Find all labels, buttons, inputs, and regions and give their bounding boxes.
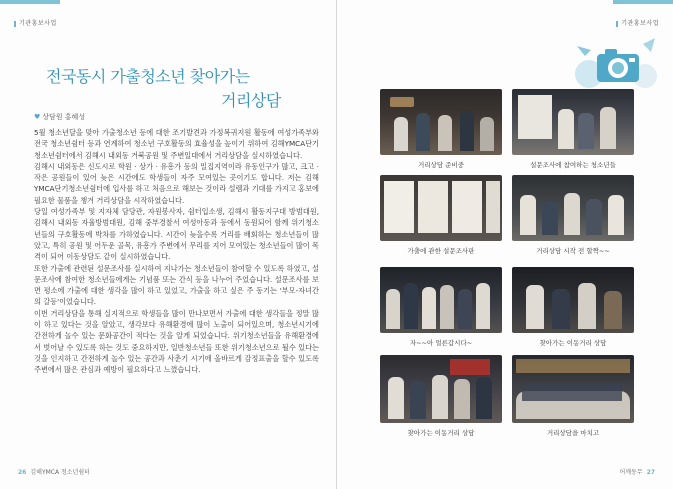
right-footer: 어깨동무 27 xyxy=(619,469,655,476)
left-footer: 26 김해YMCA 청소년쉼터 xyxy=(18,469,90,476)
camera-leaf-decoration-icon xyxy=(571,34,661,94)
photo-caption: 거리상담 준비중 xyxy=(417,161,465,169)
photo-caption: 설문조사에 참여하는 청소년들 xyxy=(530,161,616,169)
photo-caption: 찾아가는 이동거리 상담 xyxy=(407,429,475,437)
photo-caption: 거리상담 시작 전 할짝~~ xyxy=(536,247,610,255)
photo xyxy=(380,355,502,423)
photo xyxy=(512,267,634,333)
photo xyxy=(512,355,634,423)
article-body xyxy=(34,127,319,376)
photo xyxy=(380,267,502,333)
right-page xyxy=(337,0,673,489)
photo-card xyxy=(512,355,634,438)
photo-card xyxy=(512,175,634,256)
photo-card xyxy=(512,267,634,348)
photo-caption: 찾아가는 이동거리 상담 xyxy=(539,339,607,347)
article-title-line1: 전국동시 가출청소년 찾아가는 xyxy=(46,67,250,86)
photo-card xyxy=(380,267,502,348)
article-title-line2: 거리상담 xyxy=(221,91,281,110)
photo-card xyxy=(380,355,502,438)
section-tag: 기관홍보사업 xyxy=(616,18,659,27)
photo xyxy=(512,175,634,241)
paragraph: 또한 가출에 관련된 설문조사를 실시하여 지나가는 청소년들이 참여할 수 있도록 하였고, 설문조사에 참여한 청소년들에게는 기념품 또는 간식 등을 나누어 주었습니다. 설문조사를 보면 평소에 가출에 대한 생각을 많이 하고 있었고, 가출을 하고 싶은 주 동기는 '부모-자녀간의 갈등'이었습니다. xyxy=(34,263,319,307)
paragraph: 이번 거리상담을 통해 실지적으로 학생들을 많이 만나보면서 가출에 대한 생각들을 정말 많이 하고 있다는 것을 알았고, 생각보다 유해환경에 많이 노출이 되어있으며, 청소년시기에 간전하게 놀수 있는 문화공간이 적다는 것을 알게 되었습니다. 위기청소년들을 유해환경에서 벗어날 수 있도록 하는 것도 중요하지만, 일반청소년들 또한 위기청소년으로 될수 있다는 것을 인지하고 간전하게 놀수 있는 공간과 사춘기 시기에 올바르게 감정표출을 할수 있도록 주변에서 많은 관심과 예방이 필요하다고 느꼈습니다. xyxy=(34,308,319,375)
photo-card xyxy=(380,89,502,170)
section-tag: 기관홍보사업 xyxy=(14,18,57,27)
photo xyxy=(380,175,502,241)
top-band xyxy=(0,0,60,4)
photo-caption: 거리상담을 마치고 xyxy=(546,429,600,437)
paragraph: 당일 여성가족부 및 지자체 담당관, 자원봉사자, 쉼터입소생, 김해시 활동지구대 방범대원, 김해시 내외동 자율방범대원, 김해 중부경찰서 여성아동과 등에서 동원되어 함께 위기청소년들의 구호활동에 박차를 가하였습니다. 시간이 늦을수록 거리를 배회하는 청소년들이 많았고, 특히 공원 및 어두운 골목, 유흥가 주변에서 무리를 지어 모여있는 청소년들이 많이 목격이 되어 이동상담도 같이 실시하였습니다. xyxy=(34,207,319,262)
photo-card xyxy=(380,175,502,256)
page-number: 27 xyxy=(646,469,655,476)
photo-card xyxy=(512,89,634,170)
top-band xyxy=(613,0,673,4)
author-byline: ♥ 상담원 홍혜성 xyxy=(34,113,86,121)
heart-icon: ♥ xyxy=(34,113,41,121)
photo xyxy=(380,89,502,155)
photo xyxy=(512,89,634,155)
photo-caption: 자~~아 얼른갑시다~ xyxy=(409,339,473,347)
paragraph: 5월 청소년달을 맞아 가출청소년 등에 대한 조기발견과 가정복귀지원 활동에 여성가족부와 전국 청소년쉼터 등과 연계하여 청소년 구호활동의 효율성을 높이기 위하여 김해YMCA단기청소년쉼터에서 김해시 내외동 거북공원 및 주변일대에서 거리상담을 실시하였습니다. xyxy=(34,128,319,160)
paragraph: 김해시 내외동은 신도시로 학원 · 상가 · 유흥가 등의 밀집지역이라 유동인구가 많고, 크고 · 작은 공원들이 있어 늦은 시간에도 학생들이 자주 모여있는 곳이기도 합니다. 저는 김해YMCA단기청소년쉼터에 입사를 하고 처음으로 해보는 것이라 설렘과 기대를 가지고 홍보에 필요한 물품을 챙겨 거리상담을 시작하였습니다. xyxy=(34,161,319,205)
page-number: 26 xyxy=(18,469,27,476)
photo-caption: 가출에 관한 설문조사판 xyxy=(407,247,475,255)
